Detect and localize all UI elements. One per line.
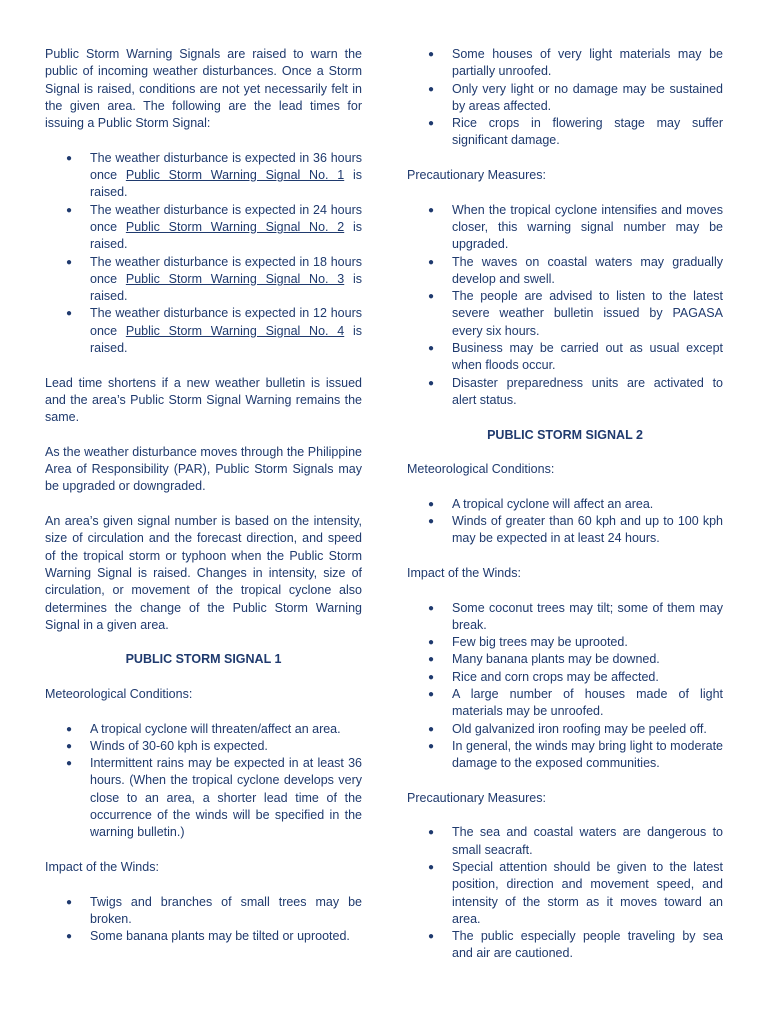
list-item: ● Some houses of very light materials may be partially unroofed. <box>428 47 723 79</box>
bullet-icon: ● <box>66 758 73 770</box>
list-item: ● Many banana plants may be downed. <box>407 651 723 668</box>
bullet-icon: ● <box>428 861 435 873</box>
bullet-icon: ● <box>66 152 73 164</box>
precaution1-list <box>407 202 723 410</box>
precaution-label: Precautionary Measures: <box>407 168 546 183</box>
bullet-icon: ● <box>428 723 435 735</box>
bullet-icon: ● <box>428 291 435 303</box>
list-item: ● Disaster preparedness units are activated to alert status. <box>428 375 723 407</box>
list-item: ● Business may be carried out as usual except when floods occur. <box>428 341 723 373</box>
list-item: ● The public especially people traveling by sea and air are cautioned. <box>428 929 723 961</box>
list-item: ● A tropical cyclone will threaten/affect an area. <box>45 721 362 738</box>
list-item: ● The sea and coastal waters are dangerous to small seacraft. <box>428 825 723 857</box>
bullet-icon: ● <box>66 256 73 268</box>
right-column <box>407 46 723 963</box>
left-column <box>45 46 362 945</box>
bullet-icon: ● <box>66 308 73 320</box>
par-paragraph: As the weather disturbance moves through the Philippine Area of Responsibility (PAR), Public Storm Signals may be upgraded or downgraded. <box>45 444 362 494</box>
bullet-icon: ● <box>428 654 435 666</box>
bullet-icon: ● <box>66 931 73 943</box>
bullet-icon: ● <box>66 896 73 908</box>
list-item: ● Twigs and branches of small trees may be broken. <box>66 894 362 926</box>
list-item: ● The weather disturbance is expected in 12 hours once Public Storm Warning Signal No. 4 is raised. <box>66 306 362 356</box>
signal-link[interactable]: Public Storm Warning Signal No. 1 <box>125 168 345 183</box>
list-item: ● Only very light or no damage may be sustained by areas affected. <box>428 81 723 113</box>
list-item: ● In general, the winds may bring light to moderate damage to the exposed communities. <box>428 738 723 771</box>
list-item: ● Rice and corn crops may be affected. <box>407 669 723 686</box>
impact-list <box>45 894 362 946</box>
signal-link[interactable]: Public Storm Warning Signal No. 3 <box>125 271 345 286</box>
bullet-icon: ● <box>428 256 435 268</box>
signal-number-paragraph: An area’s given signal number is based on the intensity, size of circulation and the forecast direction, and speed of the tropical storm or typhoon when the Public Storm Warning Signal is raised. Changes in intensity, size of circulation, or movement of the tropical cyclone also determines the change of the Public Storm Warning Signal in a given area. <box>45 514 362 632</box>
met-conditions-list <box>45 721 362 842</box>
bullet-icon: ● <box>428 602 435 614</box>
list-item: ● When the tropical cyclone intensifies and moves closer, this warning signal number may be upgraded. <box>428 202 723 252</box>
precaution-label: Precautionary Measures: <box>407 790 546 805</box>
impact-label: Impact of the Winds: <box>407 565 521 580</box>
impact2-list <box>407 600 723 773</box>
list-item: ● Winds of 30-60 kph is expected. <box>45 738 362 755</box>
list-item: ● Few big trees may be uprooted. <box>407 634 723 651</box>
list-item: ● The people are advised to listen to the latest severe weather bulletin issued by PAGASA every six hours. <box>428 289 723 338</box>
impact1-continued-list <box>407 46 723 150</box>
met-conditions-label: Meteorological Conditions: <box>45 686 193 701</box>
list-item: ● Intermittent rains may be expected in at least 36 hours. (When the tropical cyclone develops very close to an area, a shorter lead time of the occurrence of the winds will be specified in the warning bulletin.) <box>66 756 362 840</box>
bullet-icon: ● <box>428 688 435 700</box>
bullet-icon: ● <box>428 83 435 95</box>
met-conditions-list <box>407 496 723 548</box>
signal2-heading: PUBLIC STORM SIGNAL 2 <box>487 427 643 442</box>
list-item: ● Rice crops in flowering stage may suffer significant damage. <box>428 116 723 148</box>
bullet-icon: ● <box>66 740 73 752</box>
list-item: ● The waves on coastal waters may gradually develop and swell. <box>428 254 723 286</box>
signal-link[interactable]: Public Storm Warning Signal No. 2 <box>125 219 345 234</box>
bullet-icon: ● <box>428 343 435 355</box>
list-item: ● The weather disturbance is expected in 36 hours once Public Storm Warning Signal No. 1 is raised. <box>66 150 362 200</box>
bullet-icon: ● <box>66 204 73 216</box>
bullet-icon: ● <box>428 637 435 649</box>
met-conditions-label: Meteorological Conditions: <box>407 462 555 477</box>
signal1-heading: PUBLIC STORM SIGNAL 1 <box>125 652 282 667</box>
list-item: ● Some banana plants may be tilted or uprooted. <box>45 928 362 945</box>
list-item: ● A large number of houses made of light materials may be unroofed. <box>428 686 723 719</box>
list-item: ● Old galvanized iron roofing may be peeled off. <box>407 721 723 738</box>
bullet-icon: ● <box>428 377 435 389</box>
bullet-icon: ● <box>428 49 435 60</box>
list-item: ● Some coconut trees may tilt; some of them may break. <box>428 600 723 632</box>
list-item: ● Special attention should be given to the latest position, direction and movement speed, and intensity of the storm as it moves toward an area. <box>428 859 723 926</box>
bullet-icon: ● <box>428 827 435 839</box>
list-item: ● The weather disturbance is expected in 24 hours once Public Storm Warning Signal No. 2 is raised. <box>66 202 362 252</box>
list-item: ● A tropical cyclone will affect an area. <box>407 496 723 513</box>
list-item: ● The weather disturbance is expected in 18 hours once Public Storm Warning Signal No. 3 is raised. <box>66 254 362 304</box>
impact-label: Impact of the Winds: <box>45 859 159 874</box>
intro-paragraph: Public Storm Warning Signals are raised to warn the public of incoming weather disturbances. Once a Storm Signal is raised, conditions are not yet necessarily felt in the given area. The following are the lead times for issuing a Public Storm Signal: <box>45 47 362 131</box>
bullet-icon: ● <box>428 498 435 510</box>
bullet-icon: ● <box>66 723 73 735</box>
bullet-icon: ● <box>428 204 435 216</box>
bullet-icon: ● <box>428 931 435 943</box>
bullet-icon: ● <box>428 516 435 528</box>
lead-time-paragraph: Lead time shortens if a new weather bulletin is issued and the area’s Public Storm Signal Warning remains the same. <box>45 375 362 425</box>
bullet-icon: ● <box>428 740 435 752</box>
lead-times-list <box>45 150 362 358</box>
signal-link[interactable]: Public Storm Warning Signal No. 4 <box>125 323 345 338</box>
precaution2-list <box>407 824 723 962</box>
bullet-icon: ● <box>428 118 435 130</box>
list-item: ● Winds of greater than 60 kph and up to 100 kph may be expected in at least 24 hours. <box>428 514 723 546</box>
bullet-icon: ● <box>428 671 435 683</box>
